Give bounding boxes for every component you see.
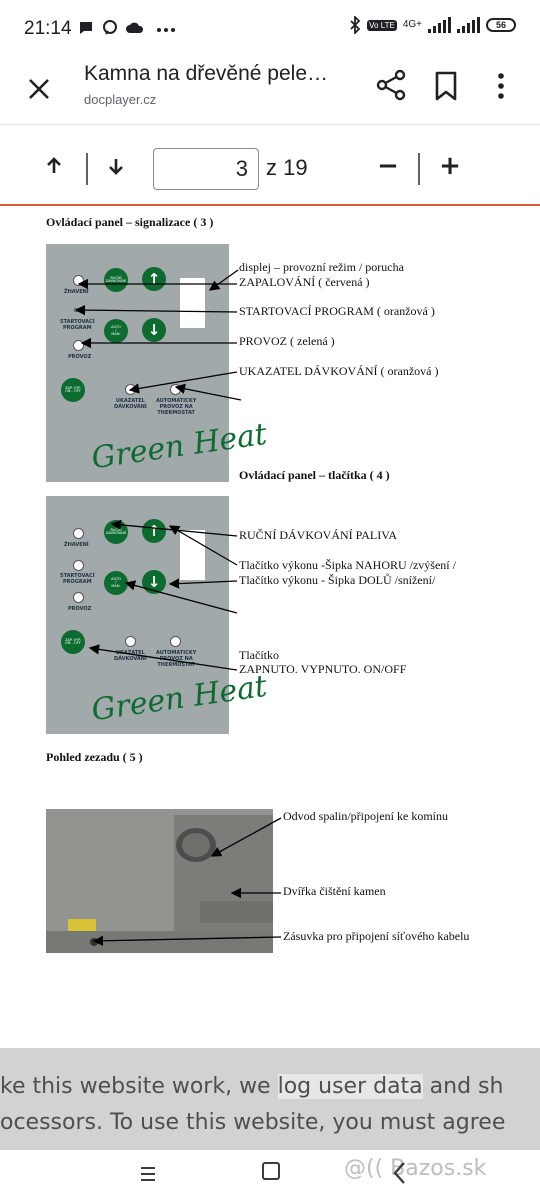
panel-button-zap: ZAP. VYP. ON - OFF [61,378,85,402]
panel-button-down-arrow: ↓ [142,318,166,342]
chat-bubble-icon [78,20,94,36]
close-button[interactable] [22,72,56,106]
panel-label-ukazatel: UKAZATEL DÁVKOVÁNÍ [114,398,147,410]
signal-label-provoz: PROVOZ ( zelená ) [239,334,335,348]
panel-button-rucni: RUČNÍ DÁVKOVÁNÍ [104,268,128,292]
next-page-button[interactable] [101,151,131,181]
status-indicators [349,16,516,34]
panel-label-automaticky: AUTOMATICKY PROVOZ NA THERMOSTAT [156,398,197,416]
document-page [0,208,540,1048]
messenger-icon [102,20,118,36]
zoom-in-button[interactable]: + [439,151,461,181]
recent-apps-icon[interactable] [136,1162,160,1186]
panel-label-startovaci: STARTOVACÍ PROGRAM [60,573,95,585]
arrow-up-icon [45,157,63,175]
system-navigation-bar [0,1150,540,1200]
arrow-down-icon [107,157,125,175]
previous-page-button[interactable] [39,151,69,181]
document-title: Kamna na dřevěné pele… [84,62,328,85]
zoom-out-button[interactable]: − [377,151,399,181]
greenheat-logo: Green Heat [89,668,270,729]
volte-badge: Vo LTE [369,20,395,30]
section-heading-tlacitka: Ovládací panel – tlačítka ( 4 ) [239,468,390,482]
panel-button-up-arrow: ↑ [142,519,166,543]
greenheat-logo: Green Heat [89,416,270,477]
status-bar [0,0,540,58]
section-heading-zezadu: Pohled zezadu ( 5 ) [46,750,143,764]
rear-label-dvirka: Dvířka čištění kamen [283,884,386,898]
home-button-icon[interactable] [262,1162,280,1180]
panel-button-down-arrow: ↓ [142,570,166,594]
panel-button-auto: AUTO / MAN. [104,319,128,343]
panel-label-zhaveni: ŽHAVENÍ [64,542,89,548]
share-icon[interactable] [374,68,408,102]
signal-label-display: displej – provozní režim / porucha [239,260,404,274]
bazos-watermark: @(( Bazos.sk [344,1156,487,1181]
panel-label-automaticky: AUTOMATICKY PROVOZ NA THERMOSTAT [156,650,197,668]
bluetooth-icon [349,16,361,34]
page-number-input[interactable] [153,148,259,190]
panel-label-zhaveni: ŽHAVENÍ [64,289,89,295]
rear-label-zasuvka: Zásuvka pro připojení síťového kabelu [283,929,470,943]
section-heading-signalizace: Ovládací panel – signalizace ( 3 ) [46,215,214,229]
status-time: 21:14 [24,18,72,39]
signal-label-startovaci: STARTOVACÍ PROGRAM ( oranžová ) [239,304,435,318]
panel-button-rucni: RUČNÍ DÁVKOVÁNÍ [104,520,128,544]
panel-label-startovaci: STARTOVACÍ PROGRAM [60,319,95,331]
button-label-rucni: RUČNÍ DÁVKOVÁNÍ PALIVA [239,528,398,542]
back-icon[interactable] [390,1160,410,1186]
cookie-consent-banner[interactable] [0,1048,540,1150]
cookie-text-line-1 [0,1074,503,1099]
signal-label-zapalovani: ZAPALOVÁNÍ ( červená ) [239,275,370,289]
cookie-text-line-2: ocessors. To use this website, you must agree [0,1110,506,1135]
panel-button-zap: ZAP. VYP. ON - OFF [61,630,85,654]
more-options-icon[interactable] [490,70,512,102]
cookie-text-part-c: and sh [422,1074,504,1099]
battery-icon: 56 [486,18,516,32]
toolbar-divider [86,153,88,185]
page-total: z 19 [266,155,308,180]
more-notifications-icon [156,27,176,33]
document-host: docplayer.cz [84,92,157,107]
network-type: 4G+ [402,19,422,30]
panel-label-provoz: PROVOZ [68,354,92,360]
rear-label-odvod: Odvod spalin/připojení ke komínu [283,809,448,823]
panel-label-ukazatel: UKAZATEL DÁVKOVÁNÍ [114,650,147,662]
button-label-tlacitko: Tlačítko [239,648,279,662]
button-label-onoff: ZAPNUTO. VYPNUTO. ON/OFF [239,662,407,676]
cookie-text-highlight: log user data [277,1074,423,1099]
cookie-text-part-a: ke this website work, we [0,1074,278,1099]
signal-strength-2-icon [457,17,480,33]
signal-strength-icon [428,17,451,33]
panel-label-provoz: PROVOZ [68,606,92,612]
bookmark-icon[interactable] [432,70,460,102]
toolbar-divider [418,153,420,185]
button-label-dolu: Tlačítko výkonu - Šipka DOLŮ /snížení/ [239,573,436,587]
app-bar [0,58,540,124]
cloud-icon [126,20,144,34]
annotation-arrows [0,208,540,1008]
close-icon [28,78,50,100]
page-navigation-toolbar [0,124,540,206]
panel-button-up-arrow: ↑ [142,267,166,291]
button-label-nahoru: Tlačítko výkonu -Šipka NAHORU /zvýšení / [239,558,456,572]
signal-label-ukazatel: UKAZATEL DÁVKOVÁNÍ ( oranžová ) [239,364,439,378]
panel-button-auto: AUTO / MAN. [104,571,128,595]
